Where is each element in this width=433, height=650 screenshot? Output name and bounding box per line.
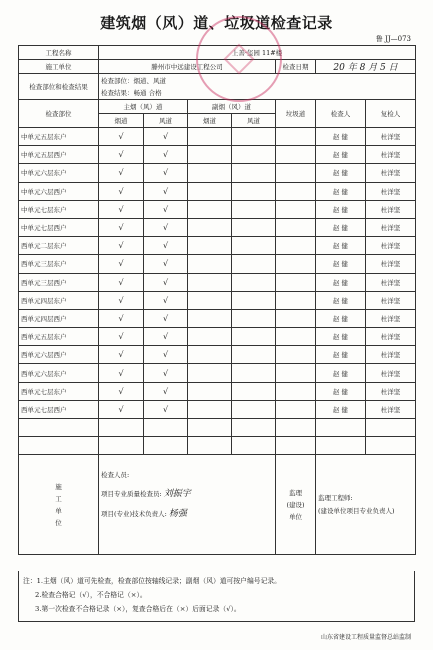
row-garbage-chute (276, 346, 316, 364)
aux-flue-header: 副烟（风）道 (188, 100, 276, 114)
row-reinspector: 杜洋坚 (366, 346, 416, 364)
row-location: 西单元六层东户 (19, 364, 99, 382)
row-main-smoke: √ (99, 382, 144, 400)
row-reinspector: 杜洋坚 (366, 255, 416, 273)
row-main-smoke: √ (99, 346, 144, 364)
row-garbage-chute (276, 146, 316, 164)
table-row (19, 218, 416, 236)
construction-unit-side-label: 施 工 单 位 (19, 455, 99, 555)
row-location: 西单元二层东户 (19, 237, 99, 255)
inspection-scope-label: 检查部位和检查结果 (19, 74, 99, 100)
row-main-smoke: √ (99, 291, 144, 309)
row-inspector: 赵 健 (316, 364, 366, 382)
project-name-value: 上善·玺园 11#楼 (99, 46, 416, 60)
row-main-air: √ (144, 164, 188, 182)
row-location: 中单元七层东户 (19, 200, 99, 218)
row-inspector: 赵 健 (316, 382, 366, 400)
row-main-air: √ (144, 382, 188, 400)
row-garbage-chute (276, 400, 316, 418)
note-1: 注：1.主烟（风）道可先检查，检查部位按轴线记录；副烟（风）道可按户编号记录。 (23, 577, 281, 585)
table-row (19, 237, 416, 255)
row-main-air: √ (144, 309, 188, 327)
project-name-label: 工程名称 (19, 46, 99, 60)
row-inspector: 赵 健 (316, 400, 366, 418)
main-smoke-header: 烟道 (99, 114, 144, 128)
row-main-smoke: √ (99, 237, 144, 255)
row-inspector: 赵 健 (316, 182, 366, 200)
row-garbage-chute (276, 419, 316, 437)
row-garbage-chute (276, 255, 316, 273)
main-air-header: 风道 (144, 114, 188, 128)
inspection-date-label: 检查日期 (276, 60, 316, 74)
row-main-smoke: √ (99, 328, 144, 346)
row-main-air: √ (144, 237, 188, 255)
row-main-smoke (99, 437, 144, 455)
inspector-header: 检查人 (316, 100, 366, 128)
row-aux-smoke (188, 128, 232, 146)
row-inspector: 赵 健 (316, 291, 366, 309)
row-aux-smoke (188, 237, 232, 255)
table-row (19, 255, 416, 273)
table-row (19, 146, 416, 164)
row-aux-smoke (188, 164, 232, 182)
row-reinspector: 杜洋坚 (366, 218, 416, 236)
row-inspector: 赵 健 (316, 237, 366, 255)
inspector-staff-label: 检查人员: (101, 471, 130, 480)
table-row (19, 182, 416, 200)
row-garbage-chute (276, 218, 316, 236)
row-inspector: 赵 健 (316, 164, 366, 182)
table-row (19, 128, 416, 146)
row-main-air: √ (144, 182, 188, 200)
row-inspector: 赵 健 (316, 309, 366, 327)
row-aux-air (232, 364, 276, 382)
row-reinspector: 杜洋坚 (366, 400, 416, 418)
row-aux-smoke (188, 291, 232, 309)
quality-inspector-signature: 刘振宇 (163, 489, 191, 500)
row-reinspector: 杜洋坚 (366, 382, 416, 400)
table-row (19, 382, 416, 400)
row-garbage-chute (276, 128, 316, 146)
row-aux-air (232, 200, 276, 218)
row-aux-smoke (188, 255, 232, 273)
row-inspector: 赵 健 (316, 346, 366, 364)
table-row (19, 328, 416, 346)
table-row (19, 309, 416, 327)
row-inspector: 赵 健 (316, 146, 366, 164)
row-location (19, 437, 99, 455)
row-aux-air (232, 346, 276, 364)
row-aux-smoke (188, 328, 232, 346)
row-location: 西单元三层东户 (19, 255, 99, 273)
row-location: 中单元五层东户 (19, 128, 99, 146)
row-garbage-chute (276, 328, 316, 346)
row-garbage-chute (276, 273, 316, 291)
quality-inspector-label: 项目专业质量检查员: (101, 490, 162, 499)
row-aux-air (232, 182, 276, 200)
row-main-smoke: √ (99, 309, 144, 327)
row-reinspector (366, 419, 416, 437)
row-reinspector: 杜洋坚 (366, 364, 416, 382)
row-main-smoke: √ (99, 273, 144, 291)
row-aux-air (232, 128, 276, 146)
row-main-air: √ (144, 364, 188, 382)
row-main-smoke: √ (99, 128, 144, 146)
row-inspector: 赵 健 (316, 328, 366, 346)
row-garbage-chute (276, 382, 316, 400)
row-main-air: √ (144, 346, 188, 364)
row-aux-air (232, 437, 276, 455)
row-aux-air (232, 291, 276, 309)
row-location: 中单元六层东户 (19, 164, 99, 182)
inspection-date-value: 20 年 8 月 5 日 (316, 60, 416, 74)
row-reinspector: 杜洋坚 (366, 291, 416, 309)
row-reinspector: 杜洋坚 (366, 182, 416, 200)
row-main-air: √ (144, 273, 188, 291)
row-inspector: 赵 健 (316, 273, 366, 291)
row-main-air (144, 419, 188, 437)
row-aux-smoke (188, 346, 232, 364)
row-inspector: 赵 健 (316, 128, 366, 146)
row-aux-smoke (188, 364, 232, 382)
row-main-air: √ (144, 328, 188, 346)
row-location: 西单元七层西户 (19, 400, 99, 418)
row-garbage-chute (276, 437, 316, 455)
row-main-smoke: √ (99, 255, 144, 273)
notes-section (18, 571, 415, 622)
row-inspector: 赵 健 (316, 200, 366, 218)
row-aux-smoke (188, 309, 232, 327)
row-main-air: √ (144, 128, 188, 146)
row-inspector (316, 419, 366, 437)
row-main-smoke: √ (99, 146, 144, 164)
row-main-air: √ (144, 255, 188, 273)
row-reinspector: 杜洋坚 (366, 328, 416, 346)
row-main-smoke: √ (99, 364, 144, 382)
tech-lead-signature: 杨强 (168, 509, 187, 520)
row-garbage-chute (276, 309, 316, 327)
row-aux-air (232, 400, 276, 418)
row-aux-smoke (188, 200, 232, 218)
row-reinspector: 杜洋坚 (366, 237, 416, 255)
garbage-chute-header: 垃圾道 (276, 100, 316, 128)
table-row (19, 200, 416, 218)
table-row (19, 291, 416, 309)
row-aux-air (232, 146, 276, 164)
row-location: 中单元六层西户 (19, 182, 99, 200)
reinspector-header: 复检人 (366, 100, 416, 128)
row-aux-smoke (188, 273, 232, 291)
row-garbage-chute (276, 182, 316, 200)
row-aux-smoke (188, 146, 232, 164)
row-aux-air (232, 273, 276, 291)
row-reinspector: 杜洋坚 (366, 309, 416, 327)
row-inspector (316, 437, 366, 455)
row-aux-smoke (188, 218, 232, 236)
aux-smoke-header: 烟道 (188, 114, 232, 128)
row-garbage-chute (276, 291, 316, 309)
inspection-scope-value: 检查部位：烟道、风道 (101, 76, 166, 85)
row-location: 西单元六层西户 (19, 346, 99, 364)
row-aux-air (232, 237, 276, 255)
row-garbage-chute (276, 364, 316, 382)
row-aux-smoke (188, 419, 232, 437)
row-main-air: √ (144, 291, 188, 309)
row-location: 西单元四层西户 (19, 309, 99, 327)
form-title: 建筑烟（风）道、垃圾道检查记录 (100, 14, 333, 32)
row-main-smoke: √ (99, 400, 144, 418)
construction-unit-value: 滕州市中远建设工程公司 (99, 60, 276, 74)
note-2: 2.检查合格记（√），不合格记（×）。 (35, 591, 147, 599)
row-reinspector: 杜洋坚 (366, 128, 416, 146)
issuer-footer: 山东省建设工程质量监督总站监制 (320, 634, 411, 641)
row-aux-air (232, 255, 276, 273)
row-aux-air (232, 382, 276, 400)
row-aux-smoke (188, 382, 232, 400)
construction-unit-label: 施工单位 (19, 60, 99, 74)
row-inspector: 赵 健 (316, 255, 366, 273)
row-aux-air (232, 309, 276, 327)
row-location: 西单元四层东户 (19, 291, 99, 309)
owner-rep-label: (建设单位项目专业负责人) (318, 506, 395, 515)
row-aux-smoke (188, 437, 232, 455)
table-row (19, 364, 416, 382)
row-aux-smoke (188, 182, 232, 200)
form-code: 鲁 JJ—073 (375, 35, 411, 43)
row-location: 中单元五层西户 (19, 146, 99, 164)
inspection-table (18, 45, 416, 555)
row-aux-air (232, 218, 276, 236)
supervisor-label: 监理工程师: (318, 493, 353, 502)
row-location: 西单元三层西户 (19, 273, 99, 291)
row-aux-air (232, 419, 276, 437)
row-main-smoke: √ (99, 200, 144, 218)
row-reinspector: 杜洋坚 (366, 146, 416, 164)
table-row (19, 400, 416, 418)
row-main-air: √ (144, 218, 188, 236)
table-row (19, 437, 416, 455)
row-location: 中单元七层西户 (19, 218, 99, 236)
inspection-result-value: 检查结果：畅通 合格 (101, 88, 162, 97)
note-3: 3.第一次检查不合格记录（×），复查合格后在（×）后面记录（√）。 (35, 605, 241, 613)
row-main-air: √ (144, 146, 188, 164)
table-row (19, 419, 416, 437)
table-row (19, 346, 416, 364)
row-aux-smoke (188, 400, 232, 418)
table-row (19, 164, 416, 182)
table-row (19, 273, 416, 291)
row-location (19, 419, 99, 437)
row-reinspector: 杜洋坚 (366, 200, 416, 218)
row-inspector: 赵 健 (316, 218, 366, 236)
main-flue-header: 主烟（风）道 (99, 100, 188, 114)
aux-air-header: 风道 (232, 114, 276, 128)
row-garbage-chute (276, 200, 316, 218)
row-main-smoke: √ (99, 182, 144, 200)
row-location: 西单元七层东户 (19, 382, 99, 400)
row-garbage-chute (276, 237, 316, 255)
row-aux-air (232, 164, 276, 182)
row-main-air: √ (144, 200, 188, 218)
row-aux-air (232, 328, 276, 346)
row-main-air (144, 437, 188, 455)
row-location: 西单元五层东户 (19, 328, 99, 346)
row-reinspector: 杜洋坚 (366, 164, 416, 182)
tech-lead-label: 项目(专业)技术负责人: (101, 510, 167, 519)
supervision-unit-label: 监理 (建设) 单位 (276, 455, 316, 555)
row-main-smoke: √ (99, 218, 144, 236)
row-main-smoke (99, 419, 144, 437)
row-main-air: √ (144, 400, 188, 418)
row-main-smoke: √ (99, 164, 144, 182)
row-garbage-chute (276, 164, 316, 182)
row-reinspector (366, 437, 416, 455)
row-reinspector: 杜洋坚 (366, 273, 416, 291)
location-header: 检查部位 (19, 100, 99, 128)
